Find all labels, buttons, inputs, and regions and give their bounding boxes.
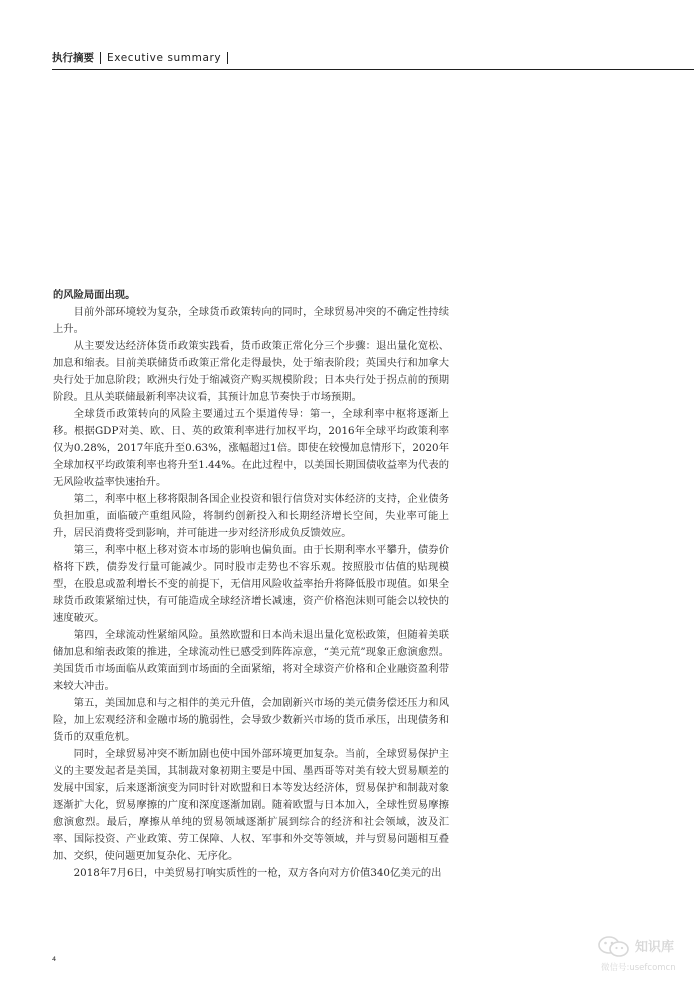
paragraph: 同时，全球贸易冲突不断加剧也使中国外部环境更加复杂。当前，全球贸易保护主义的主要发起者是美国，其制裁对象初期主要是中国、墨西哥等对美有较大贸易顺差的发展中国家，后来逐渐演变为同时针对欧盟和日本等发达经济体，贸易保护和制裁对象逐渐扩大化，贸易摩擦的广度和深度逐渐加剧。随着欧盟与日本加入，全球性贸易摩擦愈演愈烈。最后，摩擦从单纯的贸易领域逐渐扩展到综合的经济和社会领域，波及汇率、国际投资、产业政策、劳工保障、人权、军事和外交等领域，并与贸易问题相互叠加、交织，使问题更加复杂化、无序化。 bbox=[53, 748, 449, 862]
watermark-title: 知识库 bbox=[635, 940, 675, 955]
header-rule bbox=[52, 69, 694, 70]
page-number: 4 bbox=[52, 955, 57, 963]
paragraph: 第三，利率中枢上移对资本市场的影响也偏负面。由于长期利率水平攀升，债券价格将下跌，债券发行量可能减少。同时股市走势也不容乐观。按照股市估值的贴现模型，在股息或盈利增长不变的前提下，无信用风险收益率抬升将降低股市现值。如果全球货币政策紧缩过快，有可能造成全球经济增长减速，资产价格泡沫则可能会以较快的速度破灭。 bbox=[53, 544, 449, 624]
section-title-cn: 执行摘要 bbox=[52, 52, 94, 64]
watermark bbox=[597, 936, 685, 976]
section-title-en: Executive summary bbox=[107, 51, 222, 64]
paragraph: 全球货币政策转向的风险主要通过五个渠道传导：第一，全球利率中枢将逐渐上移。根据GDP对美、欧、日、英的政策利率进行加权平均，2016年全球平均政策利率仅为0.28%，2017年底升至0.63%，涨幅超过1倍。即使在较慢加息情形下，2020年全球加权平均政策利率也将升至1.44%。在此过程中，以美国长期国债收益率为代表的无风险收益率快速抬升。 bbox=[53, 408, 449, 488]
running-header bbox=[52, 50, 234, 65]
paragraph: 第四，全球流动性紧缩风险。虽然欧盟和日本尚未退出量化宽松政策，但随着美联储加息和缩表政策的推进，全球流动性已感受到阵阵凉意，“美元荒”现象正愈演愈烈。美国货币市场面临从政策面到市场面的全面紧缩，将对全球资产价格和企业融资盈利带来较大冲击。 bbox=[53, 629, 449, 692]
paragraph: 从主要发达经济体货币政策实践看，货币政策正常化分三个步骤：退出量化宽松、加息和缩表。目前美联储货币政策正常化走得最快，处于缩表阶段；英国央行和加拿大央行处于加息阶段；欧洲央行处于缩减资产购买规模阶段；日本央行处于拐点前的预期阶段。且从美联储最新利率决议看，其预计加息节奏快于市场预期。 bbox=[53, 340, 449, 403]
paragraph: 第二，利率中枢上移将限制各国企业投资和银行信贷对实体经济的支持，企业债务负担加重，面临破产重组风险，将制约创新投入和长期经济增长空间，失业率可能上升，居民消费将受到影响，并可能进一步对经济形成负反馈效应。 bbox=[53, 493, 449, 539]
header-separator bbox=[100, 52, 101, 64]
paragraph: 目前外部环境较为复杂，全球货币政策转向的同时，全球贸易冲突的不确定性持续上升。 bbox=[53, 306, 449, 335]
header-separator-end bbox=[227, 52, 228, 64]
paragraph: 第五，美国加息和与之相伴的美元升值，会加剧新兴市场的美元债务偿还压力和风险，加上宏观经济和金融市场的脆弱性，会导致少数新兴市场的货币承压，出现债务和货币的双重危机。 bbox=[53, 697, 449, 743]
paragraph: 2018年7月6日，中美贸易打响实质性的一枪，双方各向对方价值340亿美元的出 bbox=[73, 867, 442, 879]
paragraph-continuation: 的风险局面出现。 bbox=[53, 289, 136, 301]
watermark-subtitle: 微信号:usefcomcn bbox=[601, 963, 676, 973]
wechat-icon bbox=[597, 936, 631, 958]
body-text bbox=[53, 287, 449, 882]
